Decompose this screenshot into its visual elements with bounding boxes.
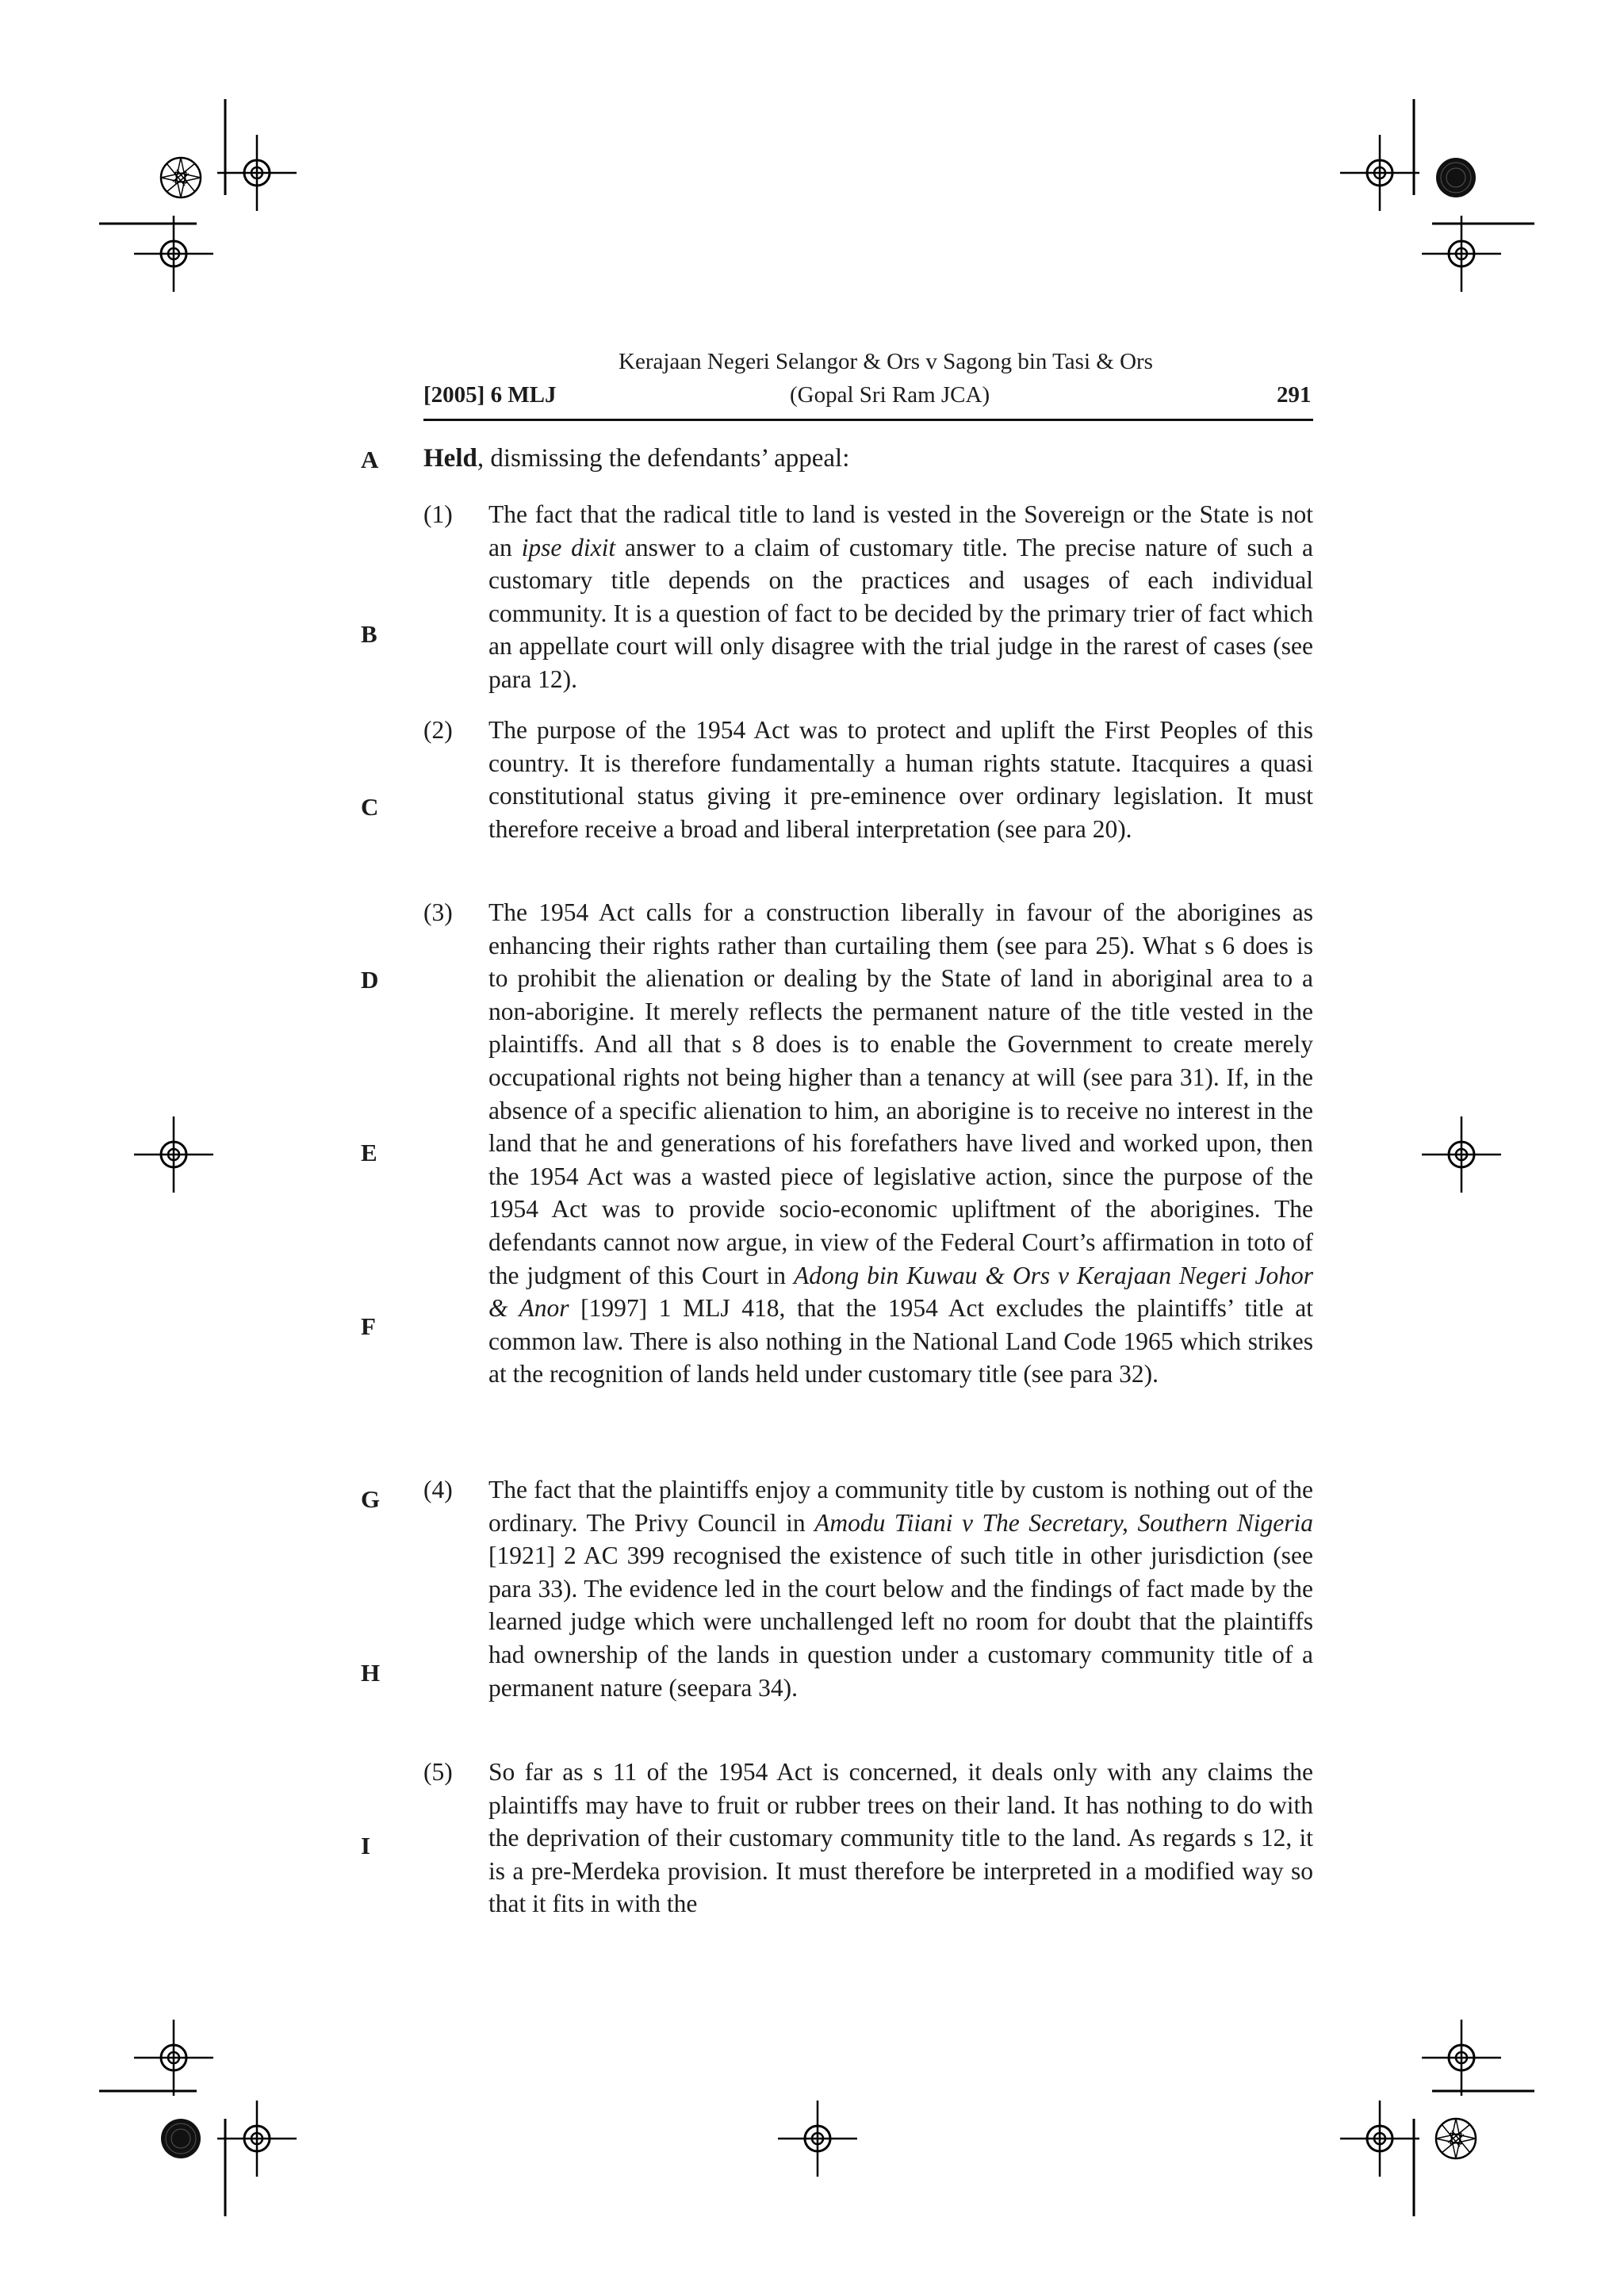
margin-letter-e: E [361,1139,377,1166]
crosshair-icon [778,2101,857,2177]
held-label: Held [423,444,477,473]
paragraph-number: (2) [423,716,453,744]
color-bar-disc-icon [161,2119,201,2158]
held-heading [423,444,849,473]
color-bar-star-icon [1436,2119,1476,2158]
paragraph-body [488,714,1313,845]
paragraph-body [488,1473,1313,1704]
crosshair-icon [1422,1116,1501,1193]
paragraph-body [488,1756,1313,1921]
paragraph-number: (3) [423,898,453,926]
citation: [2005] 6 MLJ [423,382,557,408]
margin-letter-d: D [361,966,379,994]
crosshair-icon [1340,2101,1419,2177]
crosshair-icon [134,216,213,292]
paragraph-body [488,896,1313,1391]
crosshair-icon [217,2101,297,2177]
color-bar-disc-icon [1436,158,1476,197]
held-text: , dismissing the defendants’ appeal: [477,444,850,473]
crosshair-icon [217,135,297,211]
case-name: Adong bin Kuwau & Ors v Kerajaan Negeri Johor & Anor [488,1261,1313,1323]
crosshair-icon [134,2020,213,2096]
paragraph-text: The purpose of the 1954 Act was to protect and uplift the First Peoples of this country. It is therefore fundamentally a human rights statute. Itacquires a quasi constitutional status giving it pre-eminence over ordinary legislation. It must therefore receive a broad and liberal interpretation (see para 20). [488,716,1313,843]
paragraph-number: (5) [423,1758,453,1786]
paragraph-number: (1) [423,500,453,528]
crosshair-icon [134,1116,213,1193]
paragraph-text: The fact that the radical title to land is vested in the Sovereign or the State is not an [488,500,1313,561]
holding-paragraph-3 [423,896,1313,1391]
holding-paragraph-5 [423,1756,1313,1921]
case-name: Amodu Tiiani v The Secretary, Southern Nigeria [814,1508,1313,1537]
margin-letter-c: C [361,793,379,821]
paragraph-text: [1997] 1 MLJ 418, that the 1954 Act excludes the plaintiffs’ title at common law. There is also nothing in the National Land Code 1965 which strikes at the recognition of lands held under customary title (see para 32). [488,1294,1313,1388]
paragraph-text: The 1954 Act calls for a construction liberally in favour of the aborigines as enhancing their rights rather than curtailing them (see para 25). What s 6 does is to prohibit the alienation or dealing by the State of land in aboriginal area to a non-aborigine. It merely reflects the permanent nature of the title vested in the plaintiffs. And all that s 8 does is to enable the Government to create merely occupational rights not being higher than a tenancy at will (see para 31). If, in the absence of a specific alienation to him, an aborigine is to receive no interest in the land that he and generations of his forefathers have lived and worked upon, then the 1954 Act was a wasted piece of legislative action, since the purpose of the 1954 Act was to provide socio-economic upliftment of the aborigines. The defendants cannot now argue, in view of the Federal Court’s affirmation in toto of the judgment of this Court in [488,898,1313,1289]
crosshair-icon [1422,216,1501,292]
header-rule [423,419,1313,421]
margin-letter-f: F [361,1312,376,1340]
crosshair-icon [1340,135,1419,211]
paragraph-text: The fact that the plaintiffs enjoy a community title by custom is nothing out of the ordinary. The Privy Council in [488,1476,1313,1537]
holding-paragraph-1 [423,498,1313,696]
paragraph-body [488,498,1313,696]
case-title: Kerajaan Negeri Selangor & Ors v Sagong bin Tasi & Ors [619,349,1153,374]
margin-letter-a: A [361,446,379,473]
crosshair-icon [1422,2020,1501,2096]
judge-name: (Gopal Sri Ram JCA) [790,382,990,408]
paragraph-text: So far as s 11 of the 1954 Act is concerned, it deals only with any claims the plaintiffs may have to fruit or rubber trees on their land. It has nothing to do with the deprivation of their customary community title to the land. As regards s 12, it is a pre-Merdeka provision. It must therefore be interpreted in a modified way so that it fits in with the [488,1758,1313,1918]
latin-phrase: ipse dixit [521,533,616,561]
margin-letter-b: B [361,620,377,648]
margin-letter-h: H [361,1659,381,1687]
paragraph-text: answer to a claim of customary title. The precise nature of such a customary title depends on the practices and usages of each individual community. It is a question of fact to be decided by the primary trier of fact which an appellate court will only disagree with the trial judge in the rarest of cases (see para 12). [488,533,1313,693]
holding-paragraph-4 [423,1473,1313,1704]
color-bar-star-icon [161,158,201,197]
margin-letter-i: I [361,1832,371,1859]
page-number: 291 [1277,382,1312,408]
holding-paragraph-2 [423,714,1313,845]
margin-letter-g: G [361,1485,381,1513]
paragraph-number: (4) [423,1476,453,1503]
paragraph-text: [1921] 2 AC 399 recognised the existence of such title in other jurisdiction (see para 33). The evidence led in the court below and the findings of fact made by the learned judge which were unchallenged left no room for doubt that the plaintiffs had ownership of the lands in question under a customary community title of a permanent nature (seepara 34). [488,1541,1313,1702]
